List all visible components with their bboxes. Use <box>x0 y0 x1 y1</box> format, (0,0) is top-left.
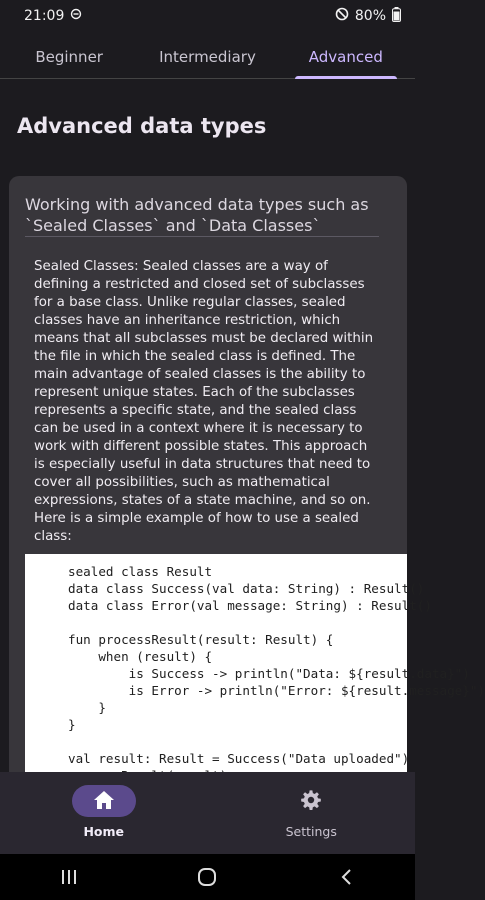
nav-settings-label: Settings <box>285 824 337 839</box>
home-circle-icon <box>197 867 217 887</box>
battery-icon <box>392 7 401 26</box>
clock: 21:09 <box>24 8 65 24</box>
card-heading: Working with advanced data types such as `Sealed Classes` and `Data Classes` <box>25 195 369 235</box>
nav-settings-indicator <box>279 785 343 817</box>
battery-percent: 80% <box>354 8 386 24</box>
do-not-disturb-icon <box>335 7 349 25</box>
back-chevron-icon <box>340 868 352 886</box>
level-tabs <box>0 40 415 79</box>
home-system-button[interactable] <box>187 857 227 897</box>
nav-home-label: Home <box>83 824 125 839</box>
divider <box>25 236 379 237</box>
tab-beginner[interactable]: Beginner <box>35 48 103 66</box>
recents-icon <box>60 869 78 885</box>
bottom-navigation <box>0 772 415 854</box>
system-navigation-bar <box>0 854 415 900</box>
recent-apps-button[interactable] <box>49 857 89 897</box>
page-title: Advanced data types <box>17 114 267 138</box>
lesson-body-text: Sealed Classes: Sealed classes are a way of defining a restricted and closed set of subclasses for a base class. Unlike regular classes, sealed classes have an inheritance restriction, which means that all subclasses must be declared within the file in which the sealed class is defined. The main advantage of sealed classes is the ability to represent unique states. Each of the subclasses represents a specific state, and the sealed class can be used in a context where it is necessary to work with different possible states. This approach is especially useful in data structures that need to cover all possibilities, such as mathematical expressions, states of a state machine, and so on. Here is a simple example of how to use a sealed class: <box>34 259 374 544</box>
lesson-card <box>9 176 485 816</box>
back-button[interactable] <box>326 857 366 897</box>
code-snippet: sealed class Result data class Success(val data: String) : Result() data class Error(val message: String) : Result() fun processResult(result: Result) { when (result) { is Success -> println("Data: ${result.data}") is Error -> println("Error: ${result.message}") } } val result: Result = Success("Data uploaded") <box>68 564 485 766</box>
nav-settings[interactable] <box>208 772 416 854</box>
nav-home[interactable] <box>0 772 208 854</box>
home-icon <box>93 790 115 813</box>
sync-icon <box>70 8 82 24</box>
status-bar <box>0 0 415 32</box>
nav-home-indicator <box>72 785 136 817</box>
tab-advanced[interactable]: Advanced <box>277 40 415 78</box>
gear-icon <box>300 789 322 814</box>
tab-intermediary[interactable]: Intermediary <box>159 48 256 66</box>
